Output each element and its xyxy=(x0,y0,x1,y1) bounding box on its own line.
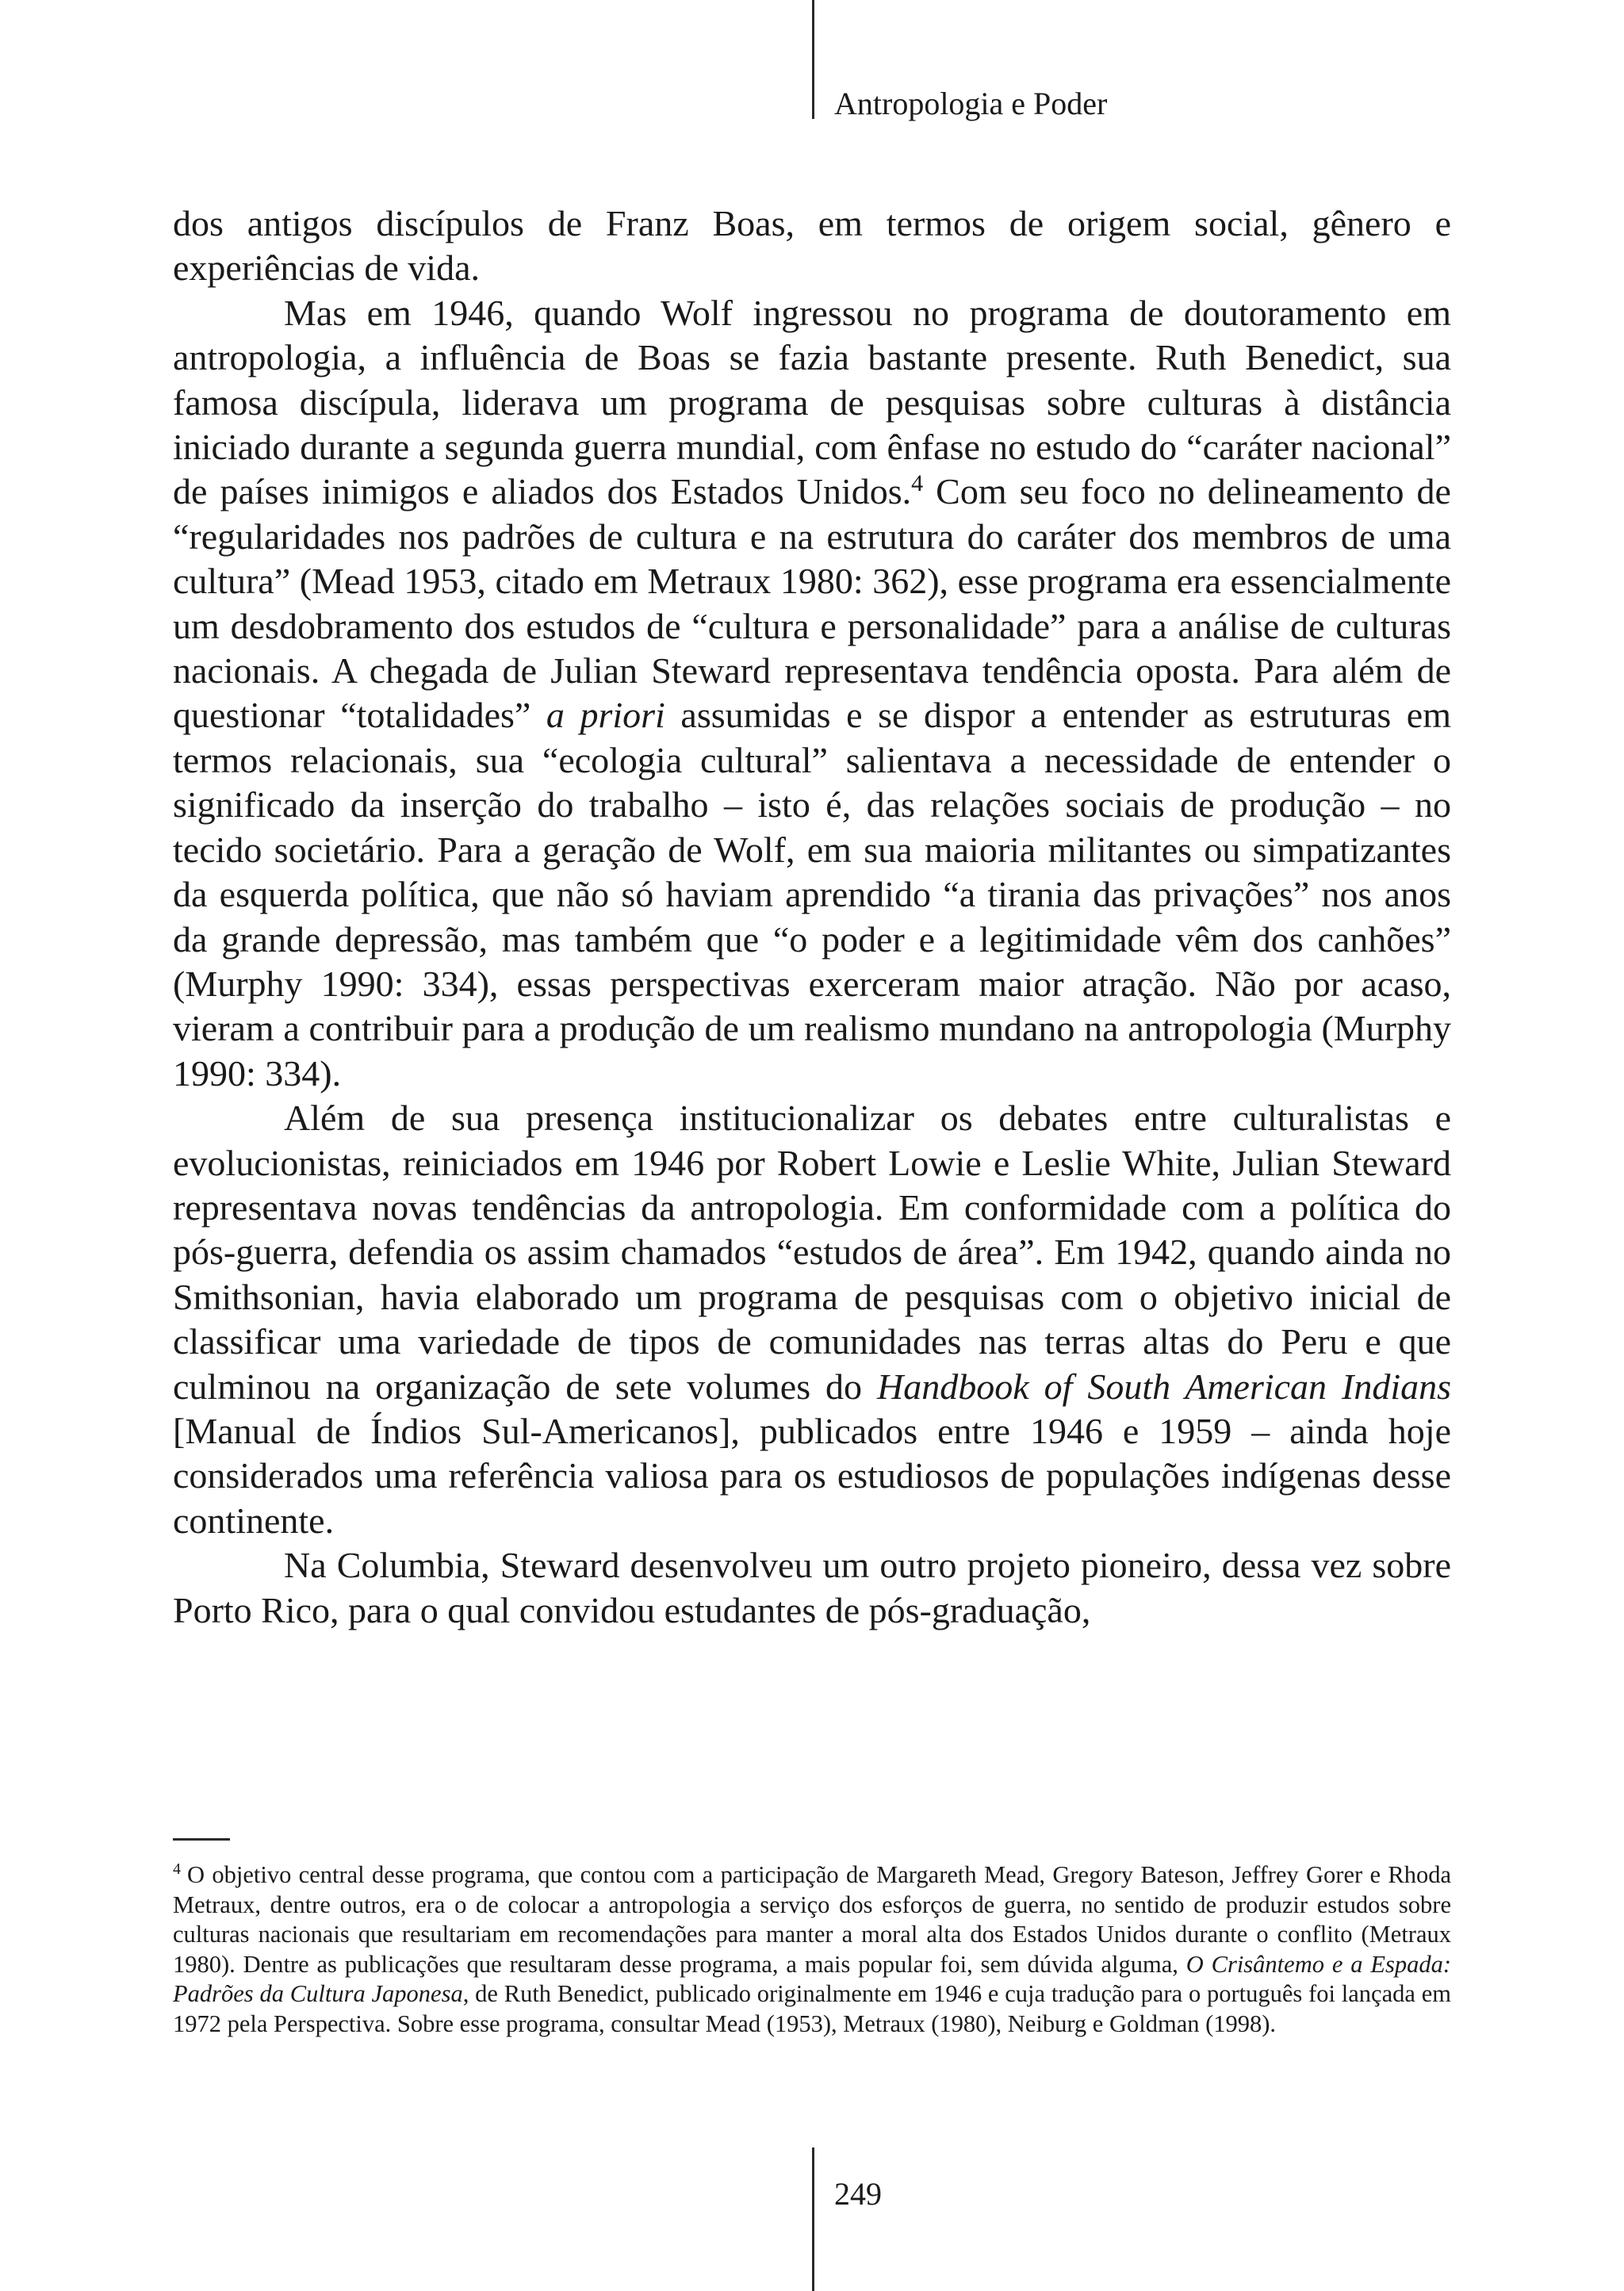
footnote-reference-4[interactable]: 4 xyxy=(911,470,924,497)
footnote-text-b: , de Ruth Benedict, publicado originalmente em 1946 e cuja tradução para o português foi lançada em 1972 pela Perspectiva. Sobre esse programa, consultar Mead (1953), Metraux (1980), Neiburg e Goldman (1998). xyxy=(173,1980,1451,2037)
paragraph-2-text-c: assumidas e se dispor a entender as estruturas em termos relacionais, sua “ecologia cultural” salientava a necessidade de entender o significado da inserção do trabalho – isto é, das relações sociais de produção – no tecido societário. Para a geração de Wolf, em sua maioria militantes ou simpatizantes da esquerda política, que não só haviam aprendido “a tirania das privações” nos anos da grande depressão, mas também que “o poder e a legitimidade vêm dos canhões” (Murphy 1990: 334), essas perspectivas exerceram maior atração. Não por acaso, vieram a contribuir para a produção de um realismo mundano na antropologia (Murphy 1990: 334). xyxy=(173,695,1451,1094)
paragraph-2-italic: a priori xyxy=(546,695,665,736)
footnote-italic-title: O Crisântemo e a Espada: Padrões da Cultura Japonesa xyxy=(173,1950,1451,2007)
paragraph-4 xyxy=(173,1543,1451,1633)
footnote-marker: 4 xyxy=(173,1860,181,1878)
footer-vertical-rule xyxy=(812,2147,814,2291)
paragraph-1-text: dos antigos discípulos de Franz Boas, em termos de origem social, gênero e experiências de vida. xyxy=(173,203,1451,289)
paragraph-3-text-a: Além de sua presença institucionalizar os debates entre culturalistas e evolucionistas, reiniciados em 1946 por Robert Lowie e Leslie White, Julian Steward representava novas tendências da antropologia. Em conformidade com a política do pós-guerra, defendia os assim chamados “estudos de área”. Em 1942, quando ainda no Smithsonian, havia elaborado um programa de pesquisas com o objetivo inicial de classificar uma variedade de tipos de comunidades nas terras altas do Peru e que culminou na organização de sete volumes do xyxy=(173,1098,1451,1407)
paragraph-3-italic-title: Handbook of South American Indians xyxy=(877,1366,1452,1407)
paragraph-2 xyxy=(173,291,1451,1096)
header-vertical-rule xyxy=(812,0,814,119)
paragraph-1 xyxy=(173,201,1451,291)
paragraph-2-text-b: Com seu foco no delineamento de “regularidades nos padrões de cultura e na estrutura do caráter dos membros de uma cultura” (Mead 1953, citado em Metraux 1980: 362), esse programa era essencialmente um desdobramento dos estudos de “cultura e personalidade” para a análise de culturas nacionais. A chegada de Julian Steward representava tendência oposta. Para além de questionar “totalidades” xyxy=(173,471,1451,736)
footnote-separator xyxy=(173,1838,230,1841)
page-number: 249 xyxy=(834,2176,882,2212)
footnote-text-a: O objetivo central desse programa, que contou com a participação de Margareth Mead, Gregory Bateson, Jeffrey Gorer e Rhoda Metraux, dentre outros, era o de colocar a antropologia a serviço dos esforços de guerra, no sentido de produzir estudos sobre culturas nacionais que resultariam em recomendações para manter a moral alta dos Estados Unidos durante o conflito (Metraux 1980). Dentre as publicações que resultaram desse programa, a mais popular foi, sem dúvida alguma, xyxy=(173,1861,1451,1978)
footnote-4 xyxy=(173,1860,1451,2039)
running-title: Antropologia e Poder xyxy=(834,86,1108,121)
paragraph-2-text-a: Mas em 1946, quando Wolf ingressou no programa de doutoramento em antropologia, a influência de Boas se fazia bastante presente. Ruth Benedict, sua famosa discípula, liderava um programa de pesquisas sobre culturas à distância iniciado durante a segunda guerra mundial, com ênfase no estudo do “caráter nacional” de países inimigos e aliados dos Estados Unidos. xyxy=(173,292,1451,512)
paragraph-3-text-b: [Manual de Índios Sul-Americanos], publicados entre 1946 e 1959 – ainda hoje considerados uma referência valiosa para os estudiosos de populações indígenas desse continente. xyxy=(173,1410,1451,1541)
main-text xyxy=(173,201,1451,1633)
paragraph-3 xyxy=(173,1096,1451,1543)
paragraph-4-text: Na Columbia, Steward desenvolveu um outro projeto pioneiro, dessa vez sobre Porto Rico, para o qual convidou estudantes de pós-graduação, xyxy=(173,1545,1451,1630)
